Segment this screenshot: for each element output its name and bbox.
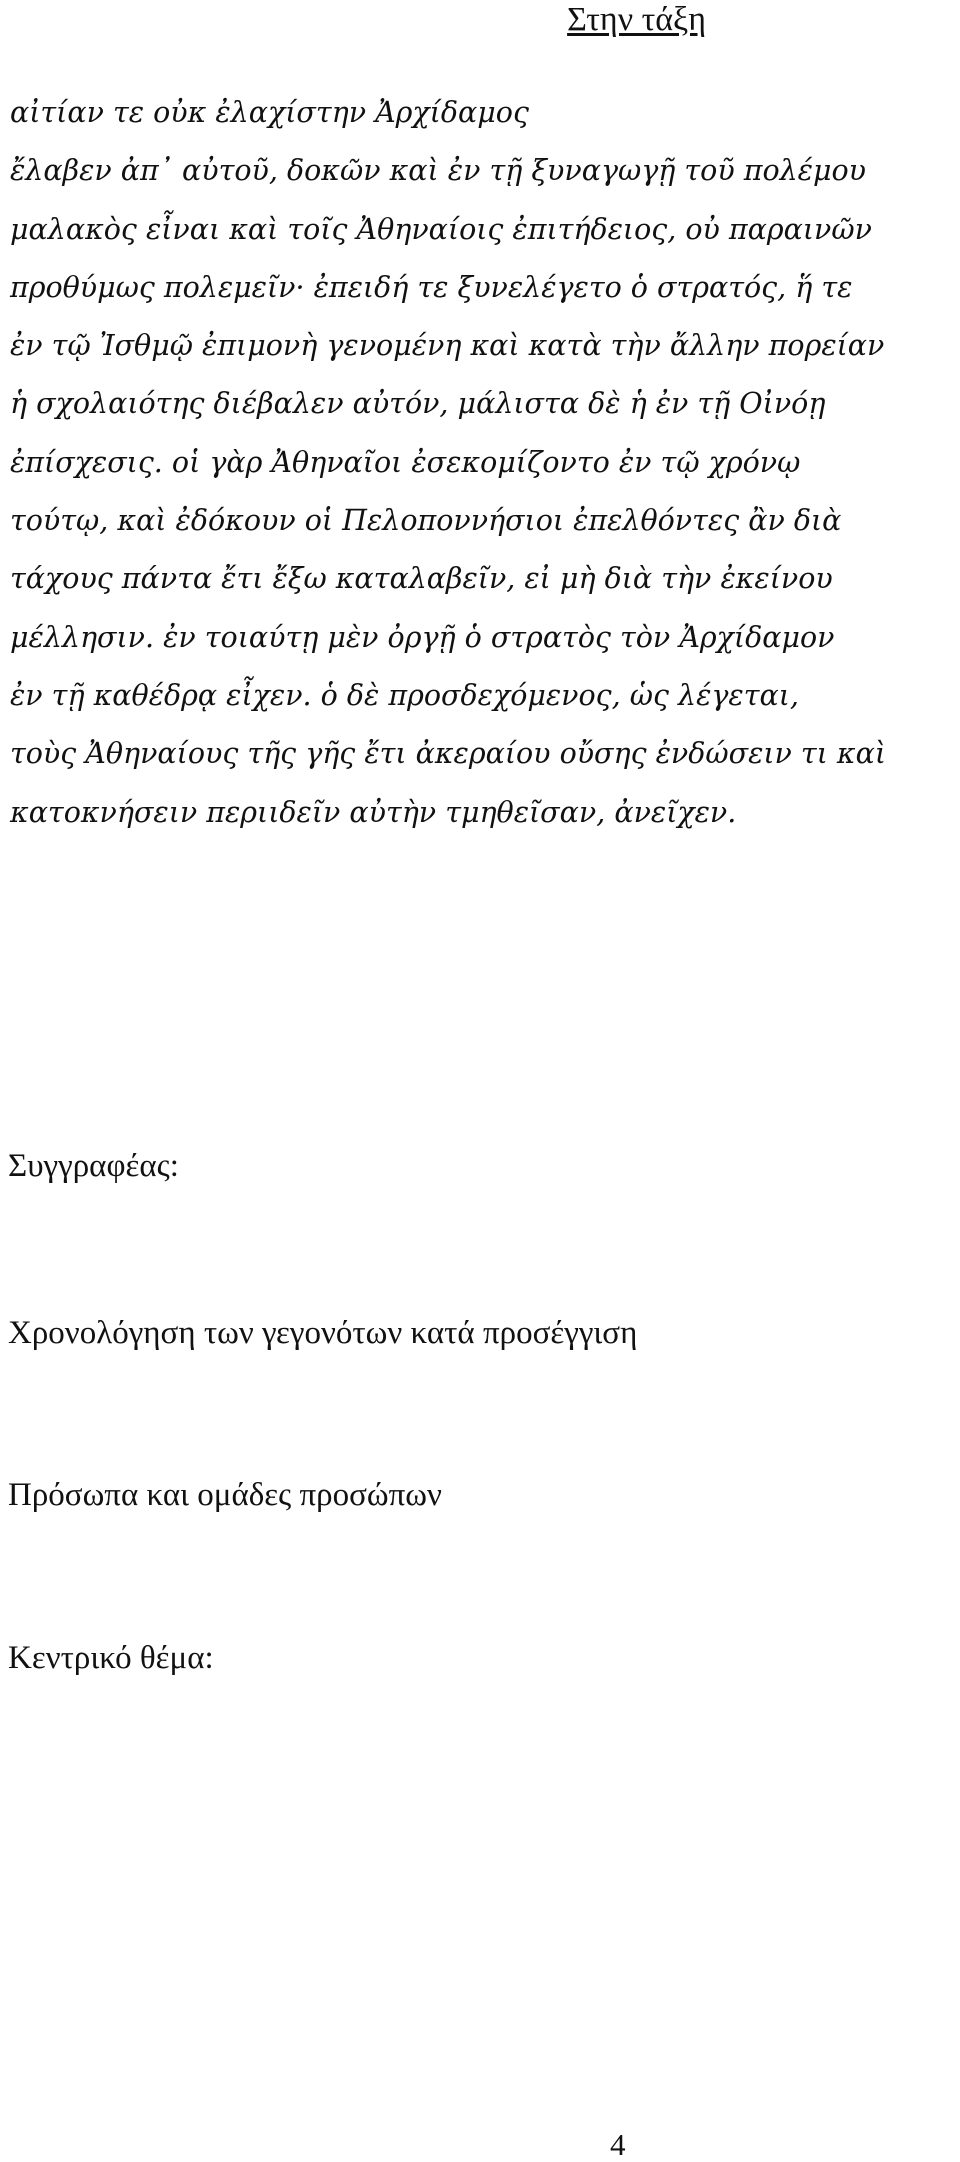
passage-line-2: ἔλαβεν ἀπ᾽ αὐτοῦ, δοκῶν καὶ ἐν τῇ ξυναγωγῇ τοῦ πολέμου xyxy=(10,154,866,188)
passage-line-9: τάχους πάντα ἔτι ἔξω καταλαβεῖν, εἰ μὴ διὰ τὴν ἐκείνου xyxy=(10,562,833,596)
passage-line-7: ἐπίσχεσις. οἱ γὰρ Ἀθηναῖοι ἐσεκομίζοντο ἐν τῷ χρόνῳ xyxy=(10,445,801,479)
passage-line-5: ἐν τῷ Ἰσθμῷ ἐπιμονὴ γενομένη καὶ κατὰ τὴν ἄλλην πορείαν xyxy=(10,329,885,363)
author-label: Συγγραφέας: xyxy=(8,1148,179,1184)
greek-passage xyxy=(10,84,950,842)
page-number: 4 xyxy=(610,2127,626,2162)
passage-line-3: μαλακὸς εἶναι καὶ τοῖς Ἀθηναίοις ἐπιτήδειος, οὐ παραινῶν xyxy=(10,212,872,246)
persons-label: Πρόσωπα και ομάδες προσώπων xyxy=(8,1477,442,1513)
passage-line-4: προθύμως πολεμεῖν· ἐπειδή τε ξυνελέγετο ὁ στρατός, ἥ τε xyxy=(10,270,853,304)
passage-line-11: ἐν τῇ καθέδρᾳ εἶχεν. ὁ δὲ προσδεχόμενος, ὡς λέγεται, xyxy=(10,678,799,712)
passage-line-6: ἡ σχολαιότης διέβαλεν αὐτόν, μάλιστα δὲ ἡ ἐν τῇ Οἰνόῃ xyxy=(10,387,826,421)
passage-line-1: αἰτίαν τε οὐκ ἐλαχίστην Ἀρχίδαμος xyxy=(10,96,529,129)
chronology-label: Χρονολόγηση των γεγονότων κατά προσέγγιση xyxy=(8,1315,638,1351)
passage-line-10: μέλλησιν. ἐν τοιαύτῃ μὲν ὀργῇ ὁ στρατὸς τὸν Ἀρχίδαμον xyxy=(10,620,835,654)
header-title-link[interactable]: Στην τάξη xyxy=(567,1,706,38)
passage-line-12: τοὺς Ἀθηναίους τῆς γῆς ἔτι ἀκεραίου οὔσης ἐνδώσειν τι καὶ xyxy=(10,737,887,771)
passage-line-8: τούτῳ, καὶ ἐδόκουν οἱ Πελοποννήσιοι ἐπελθόντες ἂν διὰ xyxy=(10,504,842,538)
passage-line-13: κατοκνήσειν περιιδεῖν αὐτὴν τμηθεῖσαν, ἀνεῖχεν. xyxy=(10,795,737,829)
central-theme-label: Κεντρικό θέμα: xyxy=(8,1640,214,1676)
